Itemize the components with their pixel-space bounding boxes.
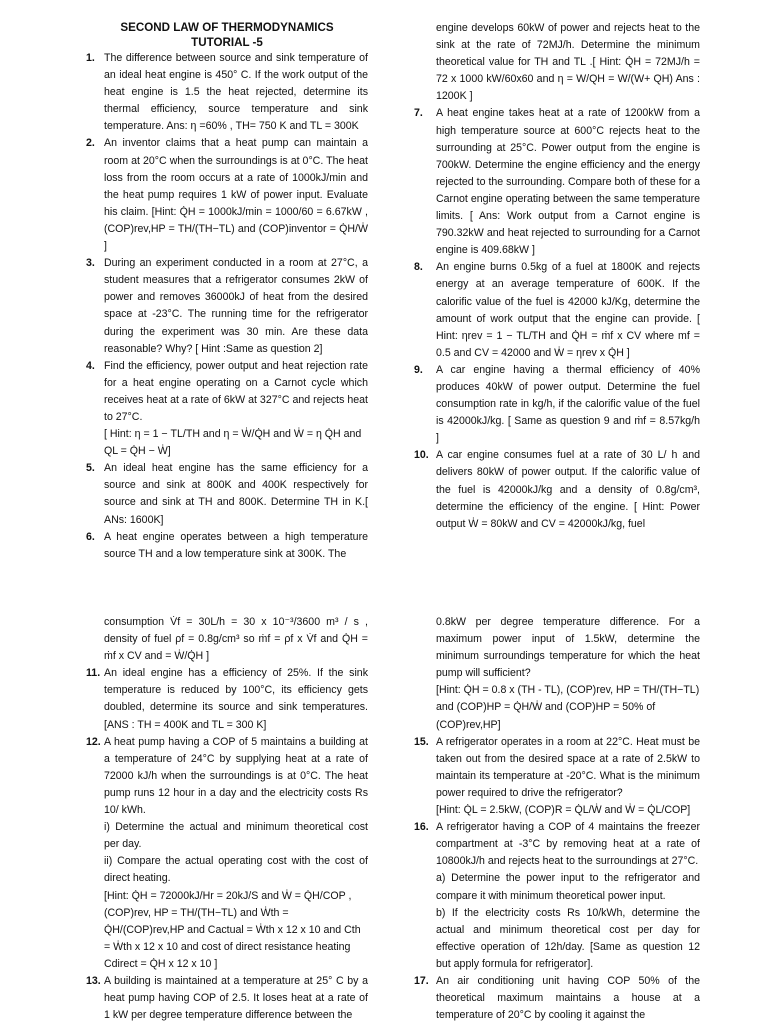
question-text: A car engine having a thermal efficiency of 40% produces 40kW of power output. Determine the fuel consumption rate in kg/h, if the calorific value of the fuel is 42000kJ/kg. [ Same as question 9 and ṁf = 8.57kg/h ] <box>436 363 700 445</box>
question-4-hint <box>86 426 368 460</box>
question-number: 16. <box>414 821 429 834</box>
question-text: A heat engine takes heat at a rate of 1200kW from a high temperature source at 600°C rejects heat to the surrounding at 25°C. Power output from the engine is 700kW. Determine the engine efficiency and the energy rejected to the surrounding. Compare both of these for a Carnot engine operating between the same temperature limits. [ Ans: Work output from a Carnot engine is 790.32kW and heat rejected to surrounding for a Carnot engine is 409.68kW ] <box>436 107 700 257</box>
question-text: A refrigerator operates in a room at 22°C. Heat must be taken out from the desired space at a rate of 2.5kW to maintain its temperature at -20°C. What is the minimum power required to drive the refrigerator? <box>436 735 700 799</box>
question-text: i) Determine the actual and minimum theoretical cost per day. <box>104 821 368 851</box>
question-text: 0.8kW per degree temperature difference. For a maximum power input of 1.5kW, determine the minimum surroundings temperature for which the heat pump will sufficient? <box>436 616 700 680</box>
question-17 <box>414 973 700 1024</box>
document-title <box>86 20 368 50</box>
question-3 <box>86 255 368 358</box>
question-text: ii) Compare the actual operating cost with the cost of direct heating. <box>104 855 368 885</box>
hint-text: [Hint: Q̇H = 72000kJ/Hr = 20kJ/S and Ẇ = Q̇H/COP , (COP)rev, HP = TH/(TH−TL) and Ẇth = Q̇H/(COP)rev,HP and Cactual = Ẇth x 12 x 10 and Cth = Ẇth x 12 x 10 and cost of direct resistance heating Cdirect = Q̇H x 12 x 10 ] <box>104 889 361 970</box>
question-number: 3. <box>86 257 95 270</box>
question-16-part-b <box>414 905 700 973</box>
hint-text: [Hint: Q̇H = 0.8 x (TH - TL), (COP)rev, HP = TH/(TH−TL) and (COP)HP = Q̇H/Ẇ and (COP)HP = 50% of (COP)rev,HP] <box>436 684 700 731</box>
question-text: A heat pump having a COP of 5 maintains a building at a temperature of 24°C by supplying heat at a rate of 72000 kJ/h when the surroundings is at 0°C. The heat pump runs 12 hour in a day and the electricity costs Rs 10/ kWh. <box>104 735 368 817</box>
question-number: 9. <box>414 363 423 376</box>
question-text: a) Determine the power input to the refrigerator and compare it with minimum theoretical power input. <box>436 872 700 902</box>
question-text: An ideal heat engine has the same efficiency for a source and sink at 800K and 400K respectively for source and sink at TH and 800K. Determine TH in K.[ ANs: 1600K] <box>104 462 368 526</box>
question-text: Find the efficiency, power output and heat rejection rate for a heat engine operating on a Carnot cycle which receives heat at a rate of 6kW at 327°C and rejects heat to 27°C. <box>104 359 368 423</box>
question-16 <box>414 819 700 870</box>
question-number: 1. <box>86 52 95 64</box>
question-12 <box>86 734 368 819</box>
question-7 <box>414 105 700 259</box>
question-12-part-ii <box>86 853 368 887</box>
question-number: 11. <box>86 667 101 680</box>
question-16-part-a <box>414 870 700 904</box>
question-13 <box>86 973 368 1024</box>
hint-text: [Hint: Q̇L = 2.5kW, (COP)R = Q̇L/Ẇ and Ẇ = Q̇L/COP] <box>436 804 691 817</box>
top-left-column <box>86 20 368 563</box>
question-5 <box>86 460 368 528</box>
question-text: b) If the electricity costs Rs 10/kWh, determine the actual and minimum theoretical cost per day for effective operation of 12h/day. [Same as question 12 but apply formula for refrigerator]. <box>436 906 700 970</box>
question-10-continued <box>86 614 368 665</box>
top-right-column <box>414 20 700 533</box>
question-text: The difference between source and sink temperature of an ideal heat engine is 450° C. If the work output of the heat engine is 1.5 the heat rejected, determine its thermal efficiency, source temperature and sink temperature. Ans: η =60% , TH= 750 K and TL = 300K <box>104 52 368 133</box>
question-number: 2. <box>86 137 95 150</box>
question-8 <box>414 259 700 362</box>
question-number: 12. <box>86 735 101 748</box>
question-text: A heat engine operates between a high temperature source TH and a low temperature sink at 300K. The <box>104 530 368 560</box>
question-9 <box>414 362 700 447</box>
question-text: A refrigerator having a COP of 4 maintains the freezer compartment at -3°C by removing heat at a rate of 10800kJ/h and rejects heat to the surroundings at 27°C. <box>436 821 700 868</box>
question-number: 6. <box>86 530 95 543</box>
question-6 <box>86 529 368 563</box>
question-text: An ideal engine has a efficiency of 25%. If the sink temperature is reduced by 100°C, its efficiency gets doubled, determine its source and sink temperatures. [ANS : TH = 400K and TL = 300 K] <box>104 667 368 731</box>
question-10 <box>414 447 700 532</box>
question-11 <box>86 665 368 733</box>
question-number: 8. <box>414 261 423 274</box>
hint-text: [ Hint: η = 1 − TL/TH and η = Ẇ/Q̇H and Ẇ = η Q̇H and QL = Q̇H − Ẇ] <box>104 428 362 458</box>
question-15 <box>414 734 700 802</box>
question-number: 7. <box>414 107 423 120</box>
question-6-continued <box>414 20 700 105</box>
question-text: An air conditioning unit having COP 50% of the theoretical maximum maintains a house at a temperature of 20°C by cooling it against the <box>436 974 700 1022</box>
question-number: 15. <box>414 735 429 748</box>
question-text: consumption V̇f = 30L/h = 30 x 10⁻³/3600 m³ / s , density of fuel ρf = 0.8g/cm³ so ṁf = ρf x V̇f and Q̇H = ṁf x CV and = Ẇ/Q̇H ] <box>104 616 368 663</box>
question-text: An inventor claims that a heat pump can maintain a room at 20°C when the surroundings is at 0°C. The heat loss from the room occurs at a rate of 1000kJ/min and the heat pump requires 1 kW of power input. Evaluate his claim. [Hint: Q̇H = 1000kJ/min = 1000/60 = 6.67kW , (COP)rev,HP = TH/(TH−TL) and (COP)inventor = Q̇H/Ẇ ] <box>104 137 368 253</box>
title-line-2: TUTORIAL -5 <box>191 36 263 49</box>
question-12-hint <box>86 888 368 973</box>
question-1 <box>86 50 368 135</box>
question-text: A building is maintained at a temperature at 25° C by a heat pump having COP of 2.5. It loses heat at a rate of 1 kW per degree temperature difference between the <box>104 974 368 1022</box>
question-number: 5. <box>86 462 95 475</box>
question-4 <box>86 358 368 426</box>
title-line-1: SECOND LAW OF THERMODYNAMICS <box>120 21 334 34</box>
question-text: engine develops 60kW of power and rejects heat to the sink at the rate of 72MJ/h. Determine the minimum theoretical value for TH and TL .[ Hint: Q̇H = 72MJ/h = 72 x 1000 kW/60x60 and η = W/QH = W/(W+ QH) Ans : 1200K ] <box>436 22 700 103</box>
question-number: 4. <box>86 359 95 372</box>
question-number: 13. <box>86 974 101 987</box>
question-text: During an experiment conducted in a room at 27°C, a student measures that a refrigerator consumes 2kW of power and removes 36000kJ of heat from the desired space at -23°C. The running time for the refrigerator during the experiment was 30 min. Are these data reasonable? Why? [ Hint :Same as question 2] <box>104 257 368 355</box>
bottom-left-column <box>86 614 368 1024</box>
question-number: 17. <box>414 974 429 987</box>
question-14-continued <box>414 614 700 682</box>
question-12-part-i <box>86 819 368 853</box>
question-2 <box>86 135 368 255</box>
question-number: 10. <box>414 449 429 462</box>
question-text: A car engine consumes fuel at a rate of 30 L/ h and delivers 80kW of power output. If the calorific value of the fuel is 42000kJ/kg and a density of 0.8g/cm³, determine the efficiency of the engine. [ Hint: Power output Ẇ = 80kW and CV = 42000kJ/kg, fuel <box>436 449 700 530</box>
question-14-hint <box>414 682 700 733</box>
bottom-right-column <box>414 614 700 1024</box>
question-15-hint <box>414 802 700 819</box>
question-text: An engine burns 0.5kg of a fuel at 1800K and rejects energy at an average temperature of 600K. If the calorific value of the fuel is 42000 kJ/Kg, determine the amount of work output that the engine can provide. [ Hint: ηrev = 1 − TL/TH and Q̇H = ṁf x CV where mf = 0.5 and CV = 42000 and Ẇ = ηrev x Q̇H ] <box>436 261 700 359</box>
